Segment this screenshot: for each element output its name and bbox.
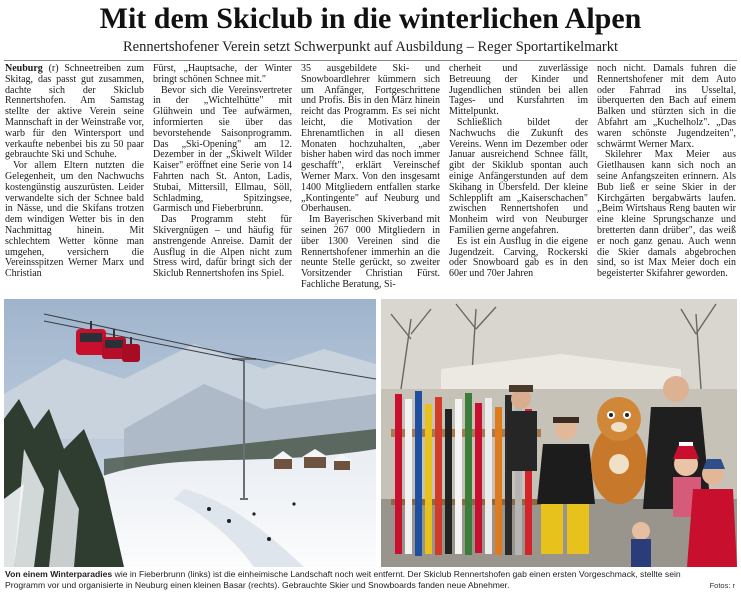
article-column-3 [301, 64, 440, 296]
subheadline: Rennertshofener Verein setzt Schwerpunkt auf Ausbildung – Reger Sportartikelmarkt [122, 39, 619, 55]
paragraph: Skilehrer Max Meier aus Gietlhausen kann sich noch an seine Anfangszeiten erinnern. Als Bub ließ er seine Skier in der Kirchgärten bergabwärts laufen. „Beim Wirtshaus Reng bauten wir eine kleine Sprungschanze und bretterten dann drüber", das weiß er noch ganz genau. Auch wenn die Skier damals abgebrochen sind, so ist Max Meier doch ein begeisterter Skifahrer geworden. [597, 149, 736, 280]
paragraph: noch nicht. Damals fuhren die Rennertshofener mit dem Auto oder Fahrrad ins Usseltal, überquerten den Bach auf einem Balken und stürzten sich in die Abfahrt am „Kuchelholz". „Das waren schönste Jugendzeiten", schwärmt Werner Marx. [597, 64, 736, 150]
paragraph: Bevor sich die Vereinsvertreter in der „Wichtelhütte" mit Glühwein und Tee aufwärmen, informierten sie über das bevorstehende Saisonprogramm. Das „Ski-Opening" am 12. Dezember in der „Skiwelt Wilder Kaiser" eröffnet eine Serie von 14 Fahrten nach St. Anton, Ladis, Stubai, Mittersill, Ellmau, Söll, Schladming, Spitzingsee, Garmisch und Fieberbrunn. [153, 84, 292, 215]
paragraph: Es ist ein Ausflug in die eigene Jugendzeit. Carving, Rockerski oder Snowboard gab es in den 60er und 70er Jahren [449, 235, 588, 280]
paragraph: cherheit und zuverlässige Betreuung der Kinder und Jugendlichen stünden bei allen Tages- und Kursfahrten im Mittelpunkt. [449, 64, 588, 118]
paragraph: Das Programm steht für Skivergnügen – und häufig für anstrengende Anreise. Damit der Ausflug in die Alpen nicht zum Stress wird, dafür bringt sich der Skiclub Rennertshofen ins Spiel. [153, 214, 292, 280]
photo-ski-bazaar [381, 299, 737, 567]
photo-ski-resort [4, 299, 376, 567]
paragraph: Neuburg (r) Schneetreiben zum Skitag, das passt gut zusammen, dachte sich der Skiclub Rennertshofen. Am Samstag stellte der aktive Verein seine Mannschaft in der Weinstraße vor, warb für den Wintersport und verkaufte nebenbei bis zu 50 paar gebrauchte Ski und Schuhe. [5, 64, 144, 161]
caption-text: wie in Fieberbrunn (links) ist die einheimische Landschaft noch weit entfernt. Der Skiclub Rennertshofen gab einen ersten Vorgeschmack, stellte sein Programm vor und organisierte in Neuburg einen kleinen Basar (rechts). Gebrauchte Skier und Snowboards fanden neue Abnehmer. [5, 569, 681, 590]
photo-credit: Fotos: r [709, 581, 735, 590]
dateline: Neuburg [5, 64, 43, 74]
article-column-5 [597, 64, 736, 296]
article-column-1 [5, 64, 144, 296]
caption-lead: Von einem Winterparadies [5, 569, 113, 579]
article-body [5, 64, 737, 296]
headline: Mit dem Skiclub in die winterlichen Alpen [99, 2, 642, 35]
article-column-2 [153, 64, 292, 296]
divider [4, 60, 737, 61]
paragraph: Fürst, „Hauptsache, der Winter bringt schönen Schnee mit." [153, 64, 292, 85]
photo-row [4, 299, 737, 567]
paragraph: Im Bayerischen Skiverband mit seinen 267 000 Mitgliedern in über 1300 Vereinen sind die Rennertshofener immerhin an die neunte Stelle gerückt, so zweiter Vorsitzender Christian Fürst. Fachliche Beratung, Si- [301, 214, 440, 290]
paragraph: Schließlich bildet der Nachwuchs die Zukunft des Vereins. Wenn im Dezember oder Januar ausreichend Schnee fällt, gibt der Skiklub spontan auch einige Anfängerstunden auf dem Skihang in Übersfeld. Der kleine Schlepplift am „Kaiserschachen" zwischen Rennertshofen und Monheim wird von Neuburger Familien gerne angefahren. [449, 116, 588, 236]
photo-caption [5, 569, 705, 590]
paragraph: Vor allem Eltern nutzten die Gelegenheit, um den Nachwuchs kostengünstig auszurüsten. Leider verwandelte sich der Schnee bald in Nässe, und die Skifans trotzen dem windigen Wetter bis in den Nachmittag hinein. Mit schlechtem Wetter könne man umgehen, versichern die Vereinsspitzen Werner Marx und Christian [5, 160, 144, 280]
paragraph: 35 ausgebildete Ski- und Snowboardlehrer kümmern sich um Anfänger, Fortgeschrittene und Profis. Bis in den März hinein reicht das Programm. Es sei nicht leicht, die Motivation der Ehrenamtlichen in all diesen Monaten hochzuhalten, „aber bisher haben wird das noch immer geschafft", erklärt Vereinschef Werner Marx. Von den insgesamt 1400 Mitgliedern entfallen starke „Kontingente" auf Neuburg und Oberhausen. [301, 64, 440, 215]
article-column-4 [449, 64, 588, 296]
